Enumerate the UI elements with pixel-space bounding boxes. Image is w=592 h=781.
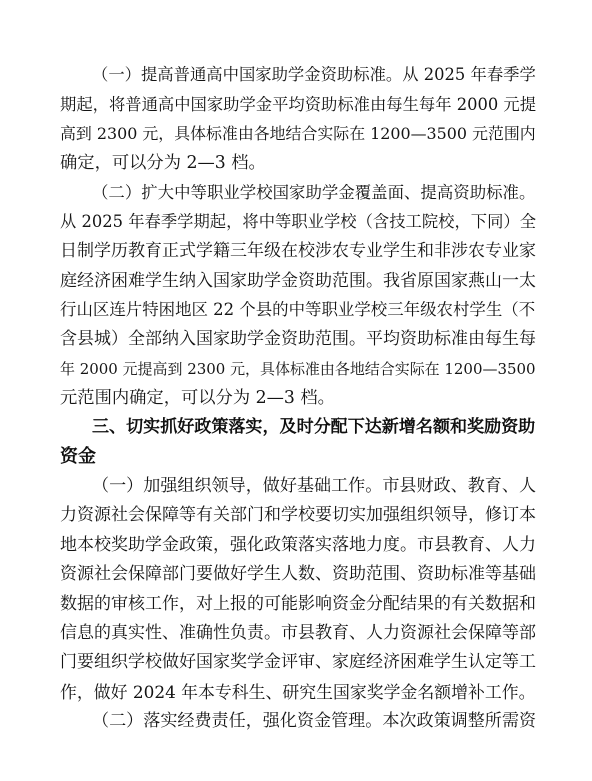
text-line: 高到 2300 元，具体标准由各地结合实际在 1200—3500 元范围内 [60,124,536,143]
section-heading-continued: 资金 [60,446,96,467]
section-heading: 三、切实抓好政策落实，及时分配下达新增名额和奖励资助 [92,417,536,437]
text-line: 行山区连片特困地区 22 个县的中等职业学校三年级农村学生（不 [60,300,536,319]
text-line: （一）加强组织领导，做好基础工作。市县财政、教育、人 [92,476,537,496]
text-line: 日制学历教育正式学籍三年级在校涉农专业学生和非涉农专业家 [60,241,536,261]
text-line: 资源社会保障部门要做好学生人数、资助范围、资助标准等基础 [60,564,536,584]
text-line: 含县城）全部纳入国家助学金资助范围。平均资助标准由每生每 [60,329,536,349]
text-line: 信息的真实性、准确性负责。市县教育、人力资源社会保障等部 [60,623,536,643]
text-line: 力资源社会保障等有关部门和学校要切实加强组织领导，修订本 [60,505,536,525]
text-line: 确定，可以分为 2—3 档。 [60,153,266,173]
text-line: 从 2025 年春季学期起，将中等职业学校（含技工院校，下同）全 [60,212,537,231]
text-line: 地本校奖助学金政策，强化政策落实落地力度。市县教育、人力 [60,535,536,555]
text-line: 年 2000 元提高到 2300 元，具体标准由各地结合实际在 1200—3500 [60,360,536,378]
text-line: 作，做好 2024 年本专科生、研究生国家奖学金名额增补工作。 [60,682,536,702]
text-line: 期起，将普通高中国家助学金平均资助标准由每生每年 2000 元提 [60,95,537,114]
text-line: 数据的审核工作，对上报的可能影响资金分配结果的有关数据和 [60,594,536,614]
text-line: （二）落实经费责任，强化资金管理。本次政策调整所需资 [92,711,537,731]
text-line: （一）提高普通高中国家助学金资助标准。从 2025 年春季学 [92,65,536,84]
text-line: 元范围内确定，可以分为 2—3 档。 [60,388,335,408]
text-line: （二）扩大中等职业学校国家助学金覆盖面、提高资助标准。 [92,183,536,202]
text-line: 门要组织学校做好国家奖学金评审、家庭经济困难学生认定等工 [60,652,536,672]
text-line: 庭经济困难学生纳入国家助学金资助范围。我省原国家燕山一太 [60,271,536,291]
